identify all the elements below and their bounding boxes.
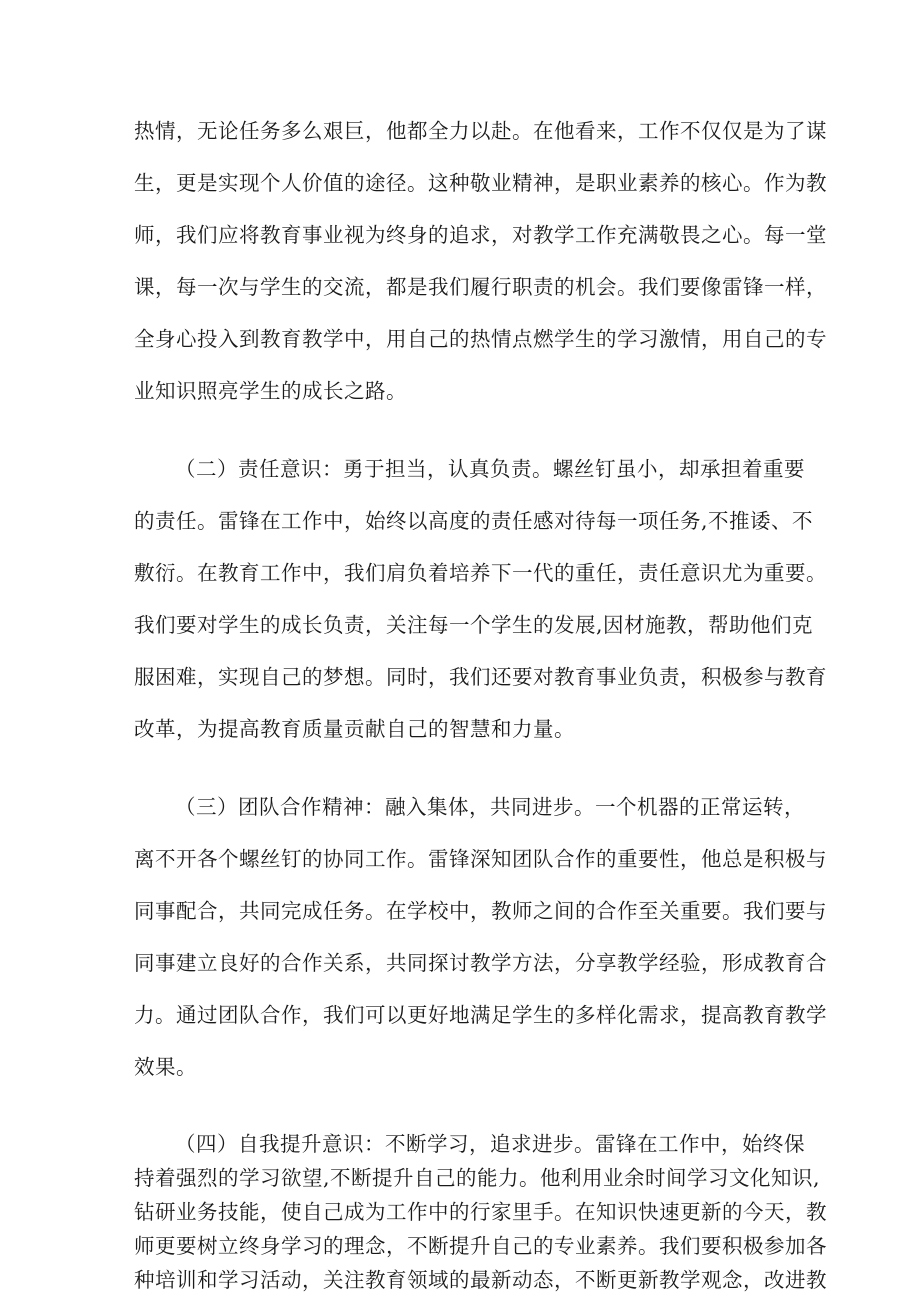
text-line: （二）责任意识：勇于担当，认真负责。螺丝钉虽小，却承担着重要 bbox=[175, 457, 805, 481]
text-line: 我们要对学生的成长负责，关注每一个学生的发展,因材施教，帮助他们克 bbox=[134, 613, 814, 637]
text-line: （三）团队合作精神：融入集体，共同进步。一个机器的正常运转， bbox=[175, 795, 805, 819]
text-line: 热情，无论任务多么艰巨，他都全力以赴。在他看来，工作不仅仅是为了谋 bbox=[134, 119, 827, 143]
text-line: 种培训和学习活动，关注教育领域的最新动态，不断更新教学观念，改进教 bbox=[134, 1268, 827, 1292]
text-line: 钻研业务技能，使自己成为工作中的行家里手。在知识快速更新的今天，教 bbox=[134, 1200, 827, 1224]
text-line: 同事配合，共同完成任务。在学校中，教师之间的合作至关重要。我们要与 bbox=[134, 899, 827, 923]
text-line: （四）自我提升意识：不断学习，追求进步。雷锋在工作中，始终保 bbox=[175, 1132, 805, 1156]
text-line: 的责任。雷锋在工作中，始终以高度的责任感对待每一项任务,不推诿、不 bbox=[134, 509, 814, 533]
text-line: 课，每一次与学生的交流，都是我们履行职责的机会。我们要像雷锋一样， bbox=[134, 275, 827, 299]
text-line: 效果。 bbox=[134, 1055, 197, 1079]
text-line: 敷衍。在教育工作中，我们肩负着培养下一代的重任，责任意识尤为重要。 bbox=[134, 561, 827, 585]
text-line: 力。通过团队合作，我们可以更好地满足学生的多样化需求，提高教育教学 bbox=[134, 1003, 827, 1027]
text-line: 离不开各个螺丝钉的协同工作。雷锋深知团队合作的重要性，他总是积极与 bbox=[134, 847, 827, 871]
text-line: 改革，为提高教育质量贡献自己的智慧和力量。 bbox=[134, 717, 575, 741]
text-line: 师，我们应将教育事业视为终身的追求，对教学工作充满敬畏之心。每一堂 bbox=[134, 223, 827, 247]
text-line: 业知识照亮学生的成长之路。 bbox=[134, 379, 407, 403]
text-line: 持着强烈的学习欲望,不断提升自己的能力。他利用业余时间学习文化知识, bbox=[134, 1166, 821, 1190]
text-line: 生，更是实现个人价值的途径。这种敬业精神，是职业素养的核心。作为教 bbox=[134, 171, 827, 195]
text-line: 师更要树立终身学习的理念，不断提升自己的专业素养。我们要积极参加各 bbox=[134, 1234, 827, 1258]
text-line: 全身心投入到教育教学中，用自己的热情点燃学生的学习激情，用自己的专 bbox=[134, 327, 827, 351]
text-line: 服困难，实现自己的梦想。同时，我们还要对教育事业负责，积极参与教育 bbox=[134, 665, 827, 689]
text-line: 同事建立良好的合作关系，共同探讨教学方法，分享教学经验，形成教育合 bbox=[134, 951, 827, 975]
